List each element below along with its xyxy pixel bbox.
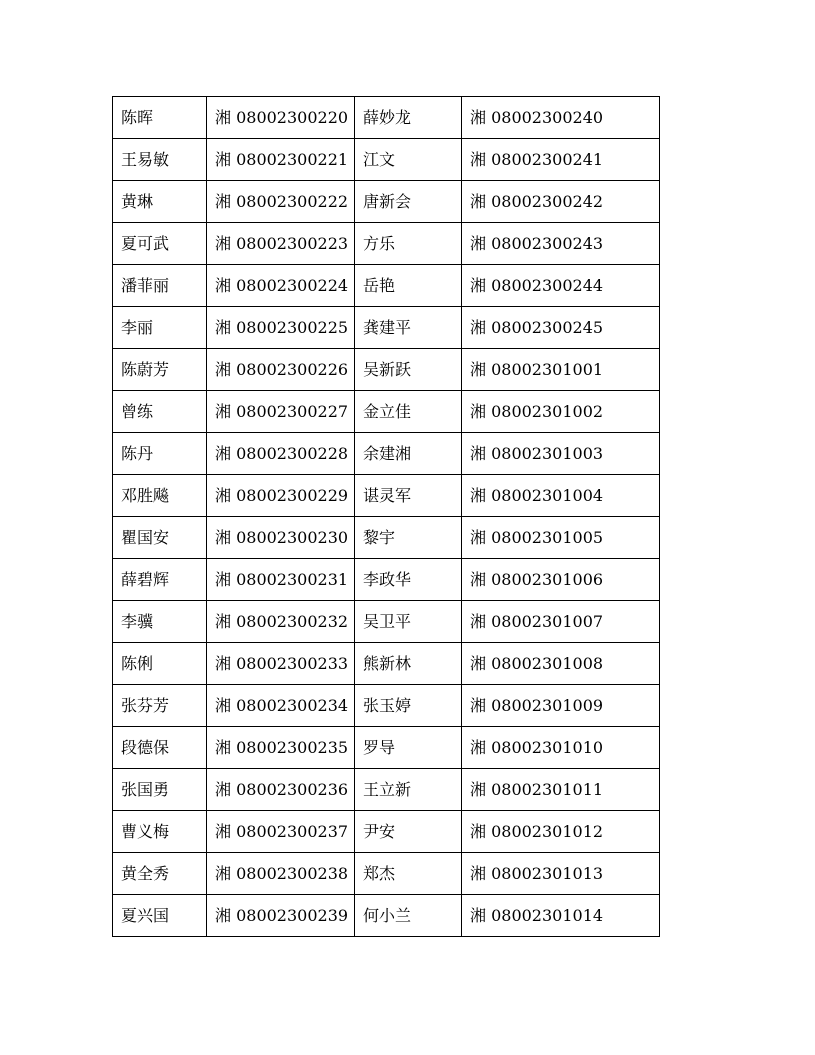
- certificate-number-cell: 湘 08002301006: [462, 559, 660, 601]
- person-name-cell: 张芬芳: [113, 685, 207, 727]
- person-name-cell: 陈俐: [113, 643, 207, 685]
- person-name-cell: 段德保: [113, 727, 207, 769]
- certificate-number-cell: 湘 08002301005: [462, 517, 660, 559]
- person-name-cell: 岳艳: [355, 265, 462, 307]
- person-name-cell: 余建湘: [355, 433, 462, 475]
- person-name-cell: 罗导: [355, 727, 462, 769]
- person-name-cell: 谌灵军: [355, 475, 462, 517]
- certificate-number-cell: 湘 08002300232: [207, 601, 355, 643]
- roster-table-body: [113, 97, 660, 937]
- table-row: [113, 307, 660, 349]
- certificate-number-cell: 湘 08002300225: [207, 307, 355, 349]
- certificate-number-cell: 湘 08002300234: [207, 685, 355, 727]
- certificate-number-cell: 湘 08002300243: [462, 223, 660, 265]
- person-name-cell: 张玉婷: [355, 685, 462, 727]
- person-name-cell: 薛碧辉: [113, 559, 207, 601]
- table-row: [113, 223, 660, 265]
- table-row: [113, 769, 660, 811]
- certificate-number-cell: 湘 08002300228: [207, 433, 355, 475]
- person-name-cell: 李丽: [113, 307, 207, 349]
- person-name-cell: 王立新: [355, 769, 462, 811]
- table-row: [113, 97, 660, 139]
- person-name-cell: 李政华: [355, 559, 462, 601]
- certificate-number-cell: 湘 08002300223: [207, 223, 355, 265]
- table-row: [113, 265, 660, 307]
- certificate-number-cell: 湘 08002300226: [207, 349, 355, 391]
- person-name-cell: 陈晖: [113, 97, 207, 139]
- person-name-cell: 熊新林: [355, 643, 462, 685]
- table-row: [113, 685, 660, 727]
- table-row: [113, 433, 660, 475]
- certificate-number-cell: 湘 08002300244: [462, 265, 660, 307]
- certificate-number-cell: 湘 08002301001: [462, 349, 660, 391]
- certificate-number-cell: 湘 08002301008: [462, 643, 660, 685]
- person-name-cell: 何小兰: [355, 895, 462, 937]
- person-name-cell: 郑杰: [355, 853, 462, 895]
- certificate-number-cell: 湘 08002300238: [207, 853, 355, 895]
- certificate-number-cell: 湘 08002300230: [207, 517, 355, 559]
- person-name-cell: 夏兴国: [113, 895, 207, 937]
- table-row: [113, 181, 660, 223]
- table-row: [113, 727, 660, 769]
- table-row: [113, 643, 660, 685]
- person-name-cell: 吴新跃: [355, 349, 462, 391]
- person-name-cell: 邓胜飚: [113, 475, 207, 517]
- certificate-number-cell: 湘 08002300245: [462, 307, 660, 349]
- table-row: [113, 475, 660, 517]
- table-row: [113, 601, 660, 643]
- table-row: [113, 811, 660, 853]
- certificate-number-cell: 湘 08002300235: [207, 727, 355, 769]
- certificate-number-cell: 湘 08002300240: [462, 97, 660, 139]
- person-name-cell: 金立佳: [355, 391, 462, 433]
- person-name-cell: 黎宇: [355, 517, 462, 559]
- person-name-cell: 曹义梅: [113, 811, 207, 853]
- certificate-number-cell: 湘 08002300242: [462, 181, 660, 223]
- certificate-number-cell: 湘 08002300233: [207, 643, 355, 685]
- certificate-number-cell: 湘 08002300227: [207, 391, 355, 433]
- certificate-number-cell: 湘 08002301014: [462, 895, 660, 937]
- person-name-cell: 江文: [355, 139, 462, 181]
- certificate-number-cell: 湘 08002300237: [207, 811, 355, 853]
- table-row: [113, 517, 660, 559]
- certificate-number-cell: 湘 08002300220: [207, 97, 355, 139]
- certificate-number-cell: 湘 08002300239: [207, 895, 355, 937]
- certificate-number-cell: 湘 08002301002: [462, 391, 660, 433]
- person-name-cell: 夏可武: [113, 223, 207, 265]
- certificate-number-cell: 湘 08002300222: [207, 181, 355, 223]
- certificate-number-cell: 湘 08002300221: [207, 139, 355, 181]
- table-row: [113, 853, 660, 895]
- table-row: [113, 139, 660, 181]
- table-row: [113, 349, 660, 391]
- person-name-cell: 龚建平: [355, 307, 462, 349]
- table-row: [113, 895, 660, 937]
- certificate-number-cell: 湘 08002300229: [207, 475, 355, 517]
- person-name-cell: 陈丹: [113, 433, 207, 475]
- certificate-number-cell: 湘 08002301010: [462, 727, 660, 769]
- certificate-number-cell: 湘 08002300236: [207, 769, 355, 811]
- person-name-cell: 陈蔚芳: [113, 349, 207, 391]
- person-name-cell: 尹安: [355, 811, 462, 853]
- roster-table: [112, 96, 660, 937]
- certificate-number-cell: 湘 08002301004: [462, 475, 660, 517]
- person-name-cell: 黄全秀: [113, 853, 207, 895]
- certificate-number-cell: 湘 08002301003: [462, 433, 660, 475]
- certificate-number-cell: 湘 08002300224: [207, 265, 355, 307]
- person-name-cell: 瞿国安: [113, 517, 207, 559]
- person-name-cell: 方乐: [355, 223, 462, 265]
- person-name-cell: 张国勇: [113, 769, 207, 811]
- certificate-number-cell: 湘 08002301013: [462, 853, 660, 895]
- table-row: [113, 559, 660, 601]
- person-name-cell: 潘菲丽: [113, 265, 207, 307]
- person-name-cell: 吴卫平: [355, 601, 462, 643]
- certificate-number-cell: 湘 08002301007: [462, 601, 660, 643]
- certificate-number-cell: 湘 08002301012: [462, 811, 660, 853]
- person-name-cell: 曾练: [113, 391, 207, 433]
- person-name-cell: 薛妙龙: [355, 97, 462, 139]
- certificate-number-cell: 湘 08002301011: [462, 769, 660, 811]
- person-name-cell: 唐新会: [355, 181, 462, 223]
- certificate-number-cell: 湘 08002300241: [462, 139, 660, 181]
- certificate-number-cell: 湘 08002300231: [207, 559, 355, 601]
- table-row: [113, 391, 660, 433]
- person-name-cell: 李骥: [113, 601, 207, 643]
- person-name-cell: 王易敏: [113, 139, 207, 181]
- person-name-cell: 黄琳: [113, 181, 207, 223]
- certificate-number-cell: 湘 08002301009: [462, 685, 660, 727]
